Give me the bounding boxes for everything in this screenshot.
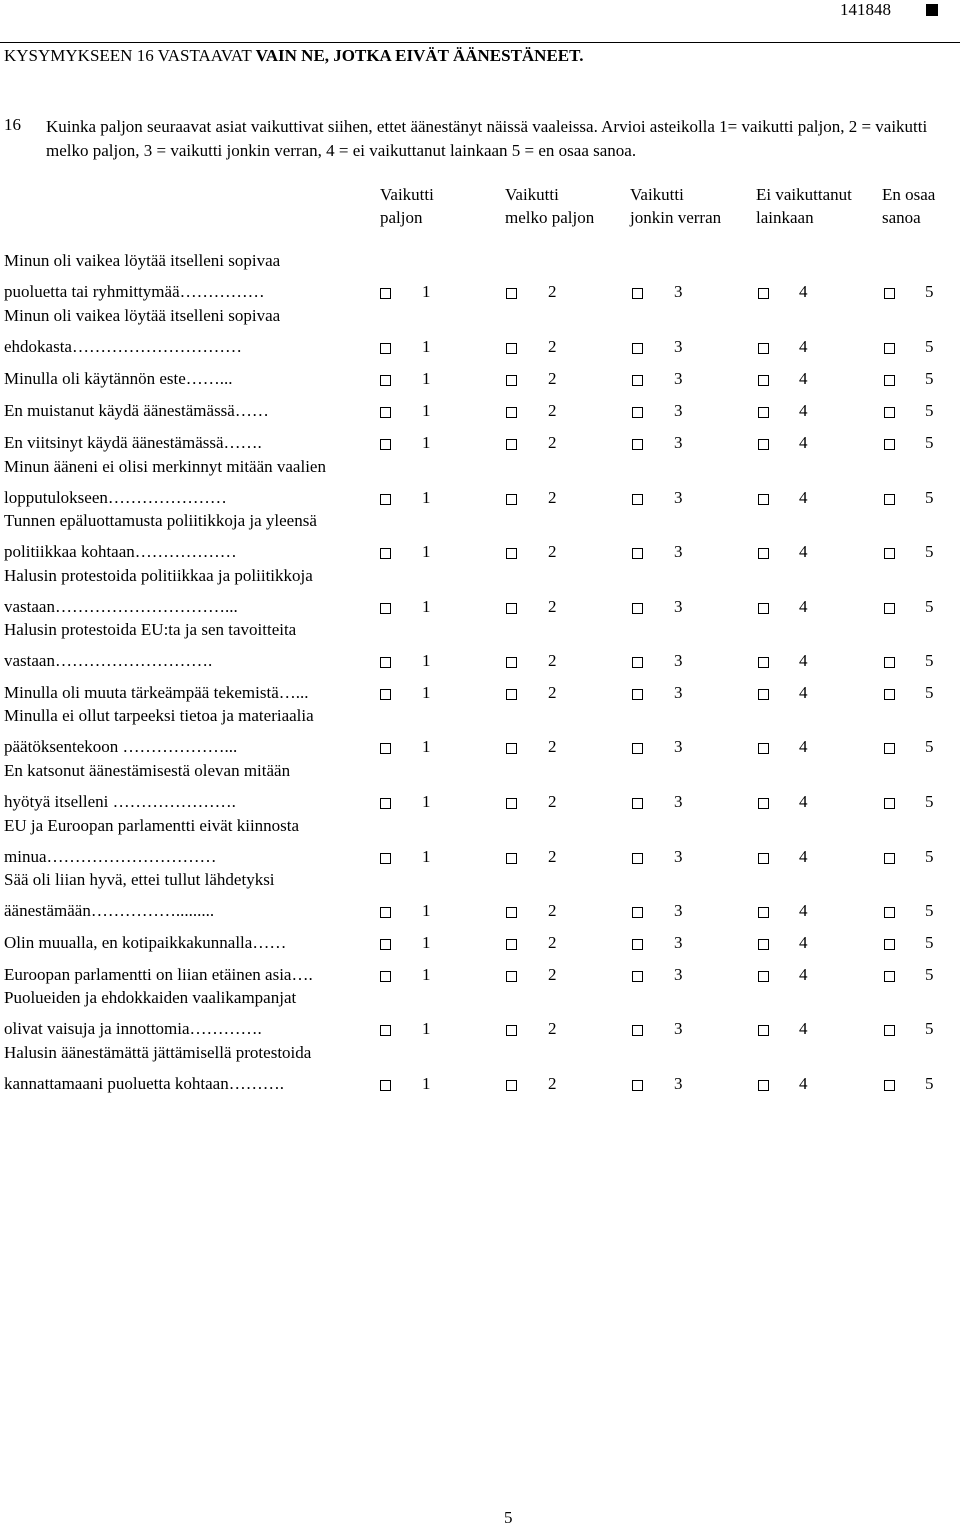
answer-checkbox-5[interactable]: [884, 375, 895, 386]
option-value-5: 5: [925, 965, 934, 984]
answer-checkbox-3[interactable]: [632, 1025, 643, 1036]
option-value-3: 3: [674, 369, 683, 388]
option-value-4: 4: [799, 597, 808, 616]
option-value-4: 4: [799, 792, 808, 811]
answer-checkbox-2[interactable]: [506, 375, 517, 386]
answer-checkbox-4[interactable]: [758, 439, 769, 450]
answer-checkbox-3[interactable]: [632, 853, 643, 864]
option-value-3: 3: [674, 901, 683, 920]
item-label: Minulla oli käytännön este……...: [4, 369, 233, 388]
answer-checkbox-2[interactable]: [506, 439, 517, 450]
item-label-line1: Minulla ei ollut tarpeeksi tietoa ja materiaalia: [4, 706, 314, 725]
answer-checkbox-4[interactable]: [758, 343, 769, 354]
option-value-3: 3: [674, 401, 683, 420]
answer-checkbox-3[interactable]: [632, 603, 643, 614]
answer-checkbox-2[interactable]: [506, 939, 517, 950]
question-number: 16: [4, 115, 21, 134]
answer-checkbox-3[interactable]: [632, 971, 643, 982]
option-value-3: 3: [674, 282, 683, 301]
option-value-2: 2: [548, 933, 557, 952]
option-value-4: 4: [799, 965, 808, 984]
option-value-4: 4: [799, 901, 808, 920]
answer-checkbox-2[interactable]: [506, 853, 517, 864]
question-text: Kuinka paljon seuraavat asiat vaikuttivat siihen, ettet äänestänyt näissä vaaleissa. Arvioi asteikolla 1= vaikutti paljon, 2 = vaikutti melko paljon, 3 = vaikutti jonkin verran, 4 = ei vaikuttanut lainkaan 5 = en osaa sanoa.: [46, 117, 928, 160]
answer-checkbox-4[interactable]: [758, 939, 769, 950]
answer-checkbox-1[interactable]: [380, 375, 391, 386]
answer-checkbox-2[interactable]: [506, 798, 517, 809]
option-value-1: 1: [422, 792, 431, 811]
item-label: vastaan…………………………...: [4, 597, 238, 616]
answer-checkbox-4[interactable]: [758, 798, 769, 809]
answer-checkbox-1[interactable]: [380, 494, 391, 505]
registration-marker: [926, 4, 938, 16]
option-value-2: 2: [548, 488, 557, 507]
answer-checkbox-4[interactable]: [758, 971, 769, 982]
answer-checkbox-2[interactable]: [506, 1025, 517, 1036]
option-value-3: 3: [674, 337, 683, 356]
answer-checkbox-3[interactable]: [632, 907, 643, 918]
answer-checkbox-4[interactable]: [758, 1025, 769, 1036]
item-label-line1: Puolueiden ja ehdokkaiden vaalikampanjat: [4, 988, 297, 1007]
option-value-1: 1: [422, 597, 431, 616]
item-label-line1: EU ja Euroopan parlamentti eivät kiinnosta: [4, 816, 300, 835]
option-value-4: 4: [799, 1074, 808, 1093]
answer-checkbox-1[interactable]: [380, 603, 391, 614]
option-value-2: 2: [548, 847, 557, 866]
answer-checkbox-1[interactable]: [380, 343, 391, 354]
option-value-5: 5: [925, 433, 934, 452]
answer-checkbox-5[interactable]: [884, 439, 895, 450]
answer-checkbox-1[interactable]: [380, 657, 391, 668]
answer-checkbox-1[interactable]: [380, 288, 391, 299]
answer-checkbox-4[interactable]: [758, 375, 769, 386]
option-value-4: 4: [799, 847, 808, 866]
item-label: minua…………………………: [4, 847, 217, 866]
answer-checkbox-5[interactable]: [884, 657, 895, 668]
option-value-4: 4: [799, 369, 808, 388]
answer-checkbox-5[interactable]: [884, 798, 895, 809]
answer-checkbox-3[interactable]: [632, 689, 643, 700]
option-value-5: 5: [925, 683, 934, 702]
item-label: olivat vaisuja ja innottomia………….: [4, 1019, 262, 1038]
option-value-2: 2: [548, 901, 557, 920]
option-value-2: 2: [548, 737, 557, 756]
item-label: hyötyä itselleni ………………….: [4, 792, 236, 811]
section-note: [4, 46, 583, 66]
option-value-2: 2: [548, 369, 557, 388]
option-value-4: 4: [799, 683, 808, 702]
option-value-2: 2: [548, 965, 557, 984]
section-note-bold: VAIN NE, JOTKA EIVÄT ÄÄNESTÄNEET.: [255, 46, 584, 65]
answer-checkbox-5[interactable]: [884, 907, 895, 918]
item-label-line1: Sää oli liian hyvä, ettei tullut lähdetyksi: [4, 870, 275, 889]
answer-checkbox-5[interactable]: [884, 1025, 895, 1036]
answer-checkbox-2[interactable]: [506, 343, 517, 354]
answer-checkbox-4[interactable]: [758, 743, 769, 754]
option-value-3: 3: [674, 651, 683, 670]
answer-checkbox-4[interactable]: [758, 907, 769, 918]
item-label: puoluetta tai ryhmittymää……………: [4, 282, 265, 301]
item-label-line1: Halusin äänestämättä jättämisellä protestoida: [4, 1043, 312, 1062]
option-value-1: 1: [422, 282, 431, 301]
header-rule: [0, 42, 960, 43]
option-value-4: 4: [799, 737, 808, 756]
answer-checkbox-1[interactable]: [380, 907, 391, 918]
answer-checkbox-3[interactable]: [632, 343, 643, 354]
option-value-5: 5: [925, 901, 934, 920]
answer-checkbox-2[interactable]: [506, 1080, 517, 1091]
answer-checkbox-4[interactable]: [758, 657, 769, 668]
column-header-5: En osaa sanoa: [882, 185, 936, 227]
option-value-1: 1: [422, 651, 431, 670]
option-value-3: 3: [674, 1019, 683, 1038]
answer-checkbox-4[interactable]: [758, 548, 769, 559]
option-value-5: 5: [925, 369, 934, 388]
option-value-2: 2: [548, 401, 557, 420]
answer-checkbox-4[interactable]: [758, 853, 769, 864]
option-value-3: 3: [674, 542, 683, 561]
item-label: ehdokasta…………………………: [4, 337, 242, 356]
answer-checkbox-1[interactable]: [380, 743, 391, 754]
answer-checkbox-1[interactable]: [380, 798, 391, 809]
answer-checkbox-5[interactable]: [884, 548, 895, 559]
option-value-3: 3: [674, 737, 683, 756]
option-value-5: 5: [925, 401, 934, 420]
answer-checkbox-2[interactable]: [506, 494, 517, 505]
answer-checkbox-5[interactable]: [884, 853, 895, 864]
answer-checkbox-1[interactable]: [380, 939, 391, 950]
option-value-2: 2: [548, 542, 557, 561]
answer-checkbox-3[interactable]: [632, 288, 643, 299]
option-value-1: 1: [422, 337, 431, 356]
answer-checkbox-5[interactable]: [884, 689, 895, 700]
answer-checkbox-2[interactable]: [506, 689, 517, 700]
option-value-2: 2: [548, 1074, 557, 1093]
item-label: En viitsinyt käydä äänestämässä…….: [4, 433, 262, 452]
option-value-1: 1: [422, 847, 431, 866]
column-header-3: Vaikutti jonkin verran: [630, 185, 722, 227]
item-label: lopputulokseen…………………: [4, 488, 227, 507]
option-value-2: 2: [548, 282, 557, 301]
answer-checkbox-2[interactable]: [506, 603, 517, 614]
option-value-1: 1: [422, 1074, 431, 1093]
option-value-1: 1: [422, 488, 431, 507]
option-value-1: 1: [422, 683, 431, 702]
option-value-3: 3: [674, 597, 683, 616]
answer-checkbox-3[interactable]: [632, 548, 643, 559]
answer-checkbox-4[interactable]: [758, 288, 769, 299]
option-value-5: 5: [925, 651, 934, 670]
item-label: Euroopan parlamentti on liian etäinen asia….: [4, 965, 313, 984]
option-value-5: 5: [925, 792, 934, 811]
option-value-4: 4: [799, 542, 808, 561]
answer-checkbox-2[interactable]: [506, 657, 517, 668]
option-value-4: 4: [799, 282, 808, 301]
item-label-line1: Tunnen epäluottamusta poliitikkoja ja yleensä: [4, 511, 317, 530]
answer-checkbox-3[interactable]: [632, 657, 643, 668]
item-label-line1: Minun ääneni ei olisi merkinnyt mitään vaalien: [4, 457, 326, 476]
option-value-4: 4: [799, 337, 808, 356]
item-label: Olin muualla, en kotipaikkakunnalla……: [4, 933, 287, 952]
answer-checkbox-2[interactable]: [506, 743, 517, 754]
option-value-4: 4: [799, 933, 808, 952]
option-value-1: 1: [422, 433, 431, 452]
answer-checkbox-5[interactable]: [884, 288, 895, 299]
answer-checkbox-5[interactable]: [884, 343, 895, 354]
answer-checkbox-5[interactable]: [884, 939, 895, 950]
item-label: kannattamaani puoluetta kohtaan……….: [4, 1074, 284, 1093]
option-value-2: 2: [548, 337, 557, 356]
option-value-2: 2: [548, 651, 557, 670]
option-value-3: 3: [674, 933, 683, 952]
answer-checkbox-4[interactable]: [758, 494, 769, 505]
option-value-2: 2: [548, 1019, 557, 1038]
answer-checkbox-5[interactable]: [884, 971, 895, 982]
answer-checkbox-5[interactable]: [884, 743, 895, 754]
answer-checkbox-1[interactable]: [380, 689, 391, 700]
item-label-line1: Halusin protestoida EU:ta ja sen tavoitteita: [4, 620, 297, 639]
answer-checkbox-3[interactable]: [632, 494, 643, 505]
column-header-2: Vaikutti melko paljon: [505, 185, 595, 227]
answer-checkbox-4[interactable]: [758, 1080, 769, 1091]
answer-checkbox-3[interactable]: [632, 439, 643, 450]
item-label: vastaan……………………….: [4, 651, 213, 670]
item-label: Minulla oli muuta tärkeämpää tekemistä…...: [4, 683, 309, 702]
option-value-5: 5: [925, 847, 934, 866]
page-number: 5: [504, 1508, 513, 1527]
option-value-1: 1: [422, 542, 431, 561]
answer-checkbox-2[interactable]: [506, 907, 517, 918]
option-value-5: 5: [925, 597, 934, 616]
option-value-2: 2: [548, 597, 557, 616]
column-header-4: Ei vaikuttanut lainkaan: [756, 185, 852, 227]
option-value-5: 5: [925, 737, 934, 756]
answer-checkbox-1[interactable]: [380, 407, 391, 418]
answer-checkbox-2[interactable]: [506, 407, 517, 418]
option-value-1: 1: [422, 369, 431, 388]
item-label: äänestämään…………….........: [4, 901, 215, 920]
option-value-5: 5: [925, 1019, 934, 1038]
option-value-3: 3: [674, 965, 683, 984]
answer-checkbox-5[interactable]: [884, 1080, 895, 1091]
option-value-3: 3: [674, 1074, 683, 1093]
answer-checkbox-1[interactable]: [380, 971, 391, 982]
option-value-5: 5: [925, 337, 934, 356]
item-label-line1: Halusin protestoida politiikkaa ja poliitikkoja: [4, 566, 313, 585]
option-value-5: 5: [925, 933, 934, 952]
option-value-3: 3: [674, 847, 683, 866]
option-value-4: 4: [799, 433, 808, 452]
option-value-5: 5: [925, 1074, 934, 1093]
answer-checkbox-4[interactable]: [758, 603, 769, 614]
answer-checkbox-2[interactable]: [506, 971, 517, 982]
item-label: päätöksentekoon ………………...: [4, 737, 238, 756]
column-header-1: Vaikutti paljon: [380, 185, 434, 227]
option-value-3: 3: [674, 433, 683, 452]
answer-checkbox-1[interactable]: [380, 1080, 391, 1091]
answer-checkbox-4[interactable]: [758, 689, 769, 700]
answer-checkbox-5[interactable]: [884, 407, 895, 418]
answer-checkbox-2[interactable]: [506, 288, 517, 299]
option-value-4: 4: [799, 401, 808, 420]
answer-checkbox-2[interactable]: [506, 548, 517, 559]
answer-checkbox-1[interactable]: [380, 853, 391, 864]
option-value-2: 2: [548, 433, 557, 452]
answer-checkbox-3[interactable]: [632, 939, 643, 950]
answer-checkbox-1[interactable]: [380, 1025, 391, 1036]
answer-checkbox-1[interactable]: [380, 439, 391, 450]
answer-checkbox-5[interactable]: [884, 603, 895, 614]
option-value-5: 5: [925, 542, 934, 561]
option-value-4: 4: [799, 488, 808, 507]
item-label-line1: Minun oli vaikea löytää itselleni sopivaa: [4, 251, 281, 270]
item-label: En muistanut käydä äänestämässä……: [4, 401, 269, 420]
option-value-4: 4: [799, 1019, 808, 1038]
answer-checkbox-3[interactable]: [632, 375, 643, 386]
option-value-1: 1: [422, 901, 431, 920]
option-value-1: 1: [422, 737, 431, 756]
option-value-3: 3: [674, 792, 683, 811]
item-label-line1: En katsonut äänestämisestä olevan mitään: [4, 761, 291, 780]
option-value-2: 2: [548, 792, 557, 811]
option-value-1: 1: [422, 933, 431, 952]
answer-checkbox-3[interactable]: [632, 1080, 643, 1091]
answer-checkbox-1[interactable]: [380, 548, 391, 559]
section-note-plain: KYSYMYKSEEN 16 VASTAAVAT: [4, 46, 256, 65]
answer-checkbox-3[interactable]: [632, 743, 643, 754]
item-label-line1: Minun oli vaikea löytää itselleni sopivaa: [4, 306, 281, 325]
option-value-1: 1: [422, 401, 431, 420]
answer-checkbox-3[interactable]: [632, 407, 643, 418]
option-value-1: 1: [422, 1019, 431, 1038]
item-label: politiikkaa kohtaan………………: [4, 542, 237, 561]
answer-checkbox-5[interactable]: [884, 494, 895, 505]
option-value-1: 1: [422, 965, 431, 984]
option-value-5: 5: [925, 282, 934, 301]
answer-checkbox-3[interactable]: [632, 798, 643, 809]
option-value-2: 2: [548, 683, 557, 702]
form-id: 141848: [840, 0, 891, 19]
option-value-3: 3: [674, 683, 683, 702]
answer-checkbox-4[interactable]: [758, 407, 769, 418]
option-value-5: 5: [925, 488, 934, 507]
option-value-3: 3: [674, 488, 683, 507]
option-value-4: 4: [799, 651, 808, 670]
